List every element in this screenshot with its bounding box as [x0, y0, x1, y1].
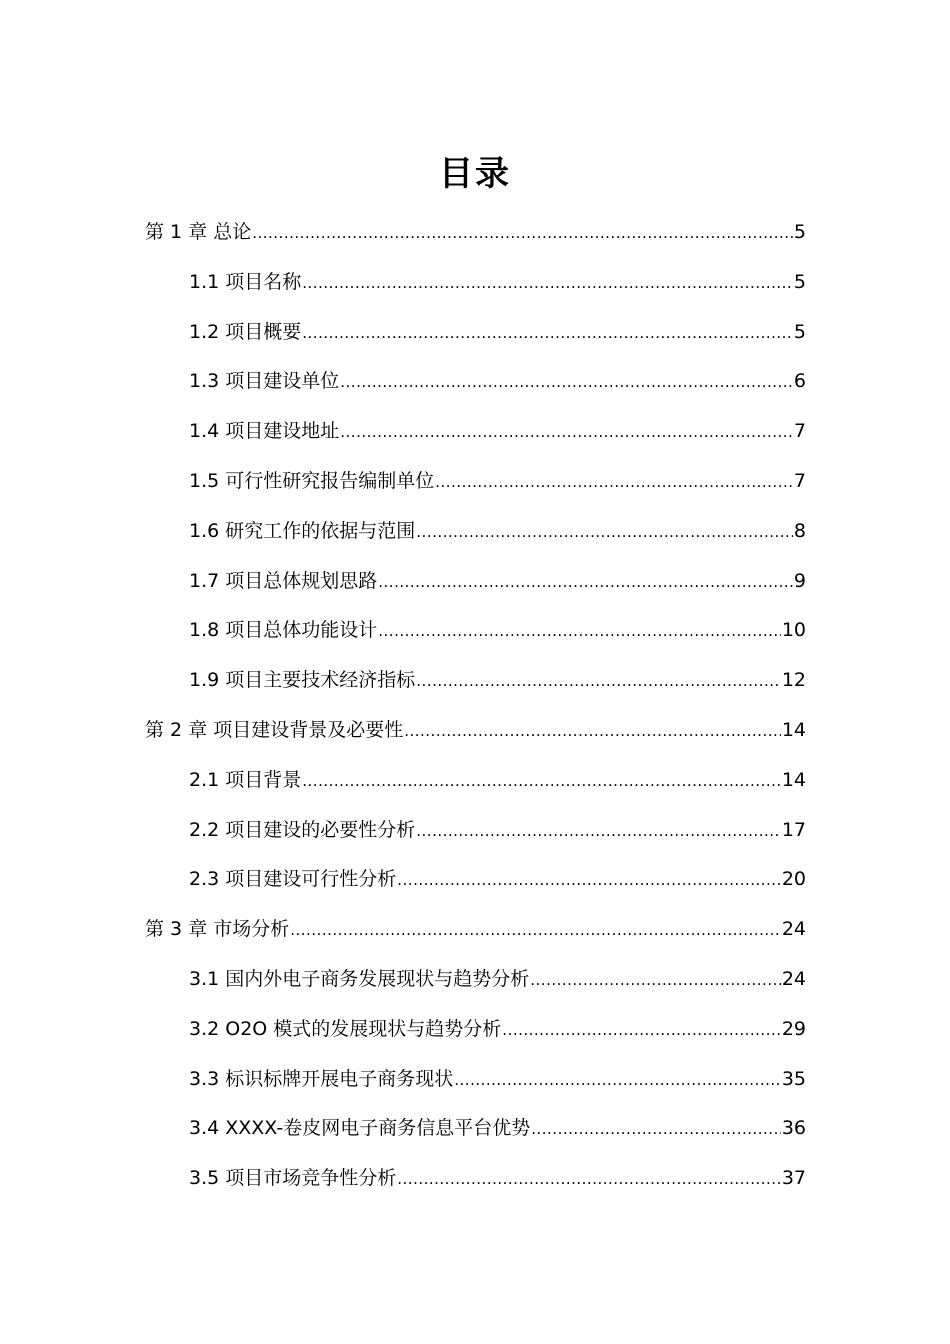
toc-entry-page: 29 — [781, 1017, 806, 1040]
toc-leader-dots — [502, 1006, 781, 1056]
toc-entry-page: 5 — [793, 221, 806, 243]
toc-entry[interactable] — [145, 357, 806, 407]
toc-entry-page: 24 — [781, 967, 806, 990]
toc-entry[interactable] — [145, 656, 806, 706]
toc-entry-page: 36 — [781, 1117, 806, 1140]
toc-leader-dots — [397, 1155, 781, 1205]
toc-entry-label: 第 1 章 总论 — [145, 221, 252, 243]
toc-entry[interactable] — [145, 258, 806, 308]
toc-entry-page: 14 — [781, 718, 806, 741]
toc-leader-dots — [302, 757, 781, 807]
toc-entry[interactable] — [145, 1154, 806, 1204]
toc-entry-label: 第 3 章 市场分析 — [145, 918, 290, 941]
toc-entry[interactable] — [145, 905, 806, 955]
toc-entry-page: 9 — [793, 569, 806, 592]
toc-entry-page: 6 — [793, 370, 806, 393]
toc-entry-label: 3.5 项目市场竞争性分析 — [189, 1167, 397, 1190]
toc-entry[interactable] — [145, 407, 806, 457]
toc-list — [145, 208, 806, 1204]
toc-leader-dots — [416, 807, 781, 857]
toc-leader-dots — [340, 358, 793, 408]
toc-entry[interactable] — [145, 507, 806, 557]
toc-entry-label: 1.4 项目建设地址 — [189, 420, 340, 443]
toc-leader-dots — [531, 1105, 781, 1155]
toc-entry-label: 2.2 项目建设的必要性分析 — [189, 818, 416, 841]
toc-entry-page: 10 — [781, 619, 806, 642]
toc-entry[interactable] — [145, 557, 806, 607]
toc-entry-page: 14 — [781, 768, 806, 791]
toc-entry-label: 2.1 项目背景 — [189, 768, 302, 791]
toc-entry-label: 1.3 项目建设单位 — [189, 370, 340, 393]
toc-leader-dots — [435, 458, 793, 508]
toc-entry-label: 1.1 项目名称 — [189, 270, 302, 293]
toc-entry-page: 7 — [793, 469, 806, 492]
toc-entry-page: 24 — [781, 918, 806, 941]
toc-entry-label: 3.4 XXXX-卷皮网电子商务信息平台优势 — [189, 1117, 531, 1140]
toc-leader-dots — [404, 707, 781, 757]
toc-entry-label: 1.6 研究工作的依据与范围 — [189, 519, 416, 542]
toc-entry-page: 17 — [781, 818, 806, 841]
toc-leader-dots — [302, 309, 793, 359]
toc-entry[interactable] — [145, 1055, 806, 1105]
toc-entry[interactable] — [145, 955, 806, 1005]
toc-entry[interactable] — [145, 208, 806, 258]
toc-entry-label: 1.2 项目概要 — [189, 320, 302, 343]
toc-leader-dots — [378, 558, 793, 608]
toc-entry-page: 20 — [781, 868, 806, 891]
toc-entry[interactable] — [145, 806, 806, 856]
toc-leader-dots — [454, 1056, 781, 1106]
toc-entry[interactable] — [145, 457, 806, 507]
toc-entry-page: 5 — [793, 270, 806, 293]
toc-entry-page: 37 — [781, 1167, 806, 1190]
toc-leader-dots — [252, 209, 793, 259]
toc-entry[interactable] — [145, 706, 806, 756]
toc-entry[interactable] — [145, 1005, 806, 1055]
toc-leader-dots — [530, 956, 781, 1006]
toc-entry-page: 12 — [781, 669, 806, 692]
toc-entry-label: 3.3 标识标牌开展电子商务现状 — [189, 1067, 454, 1090]
toc-leader-dots — [290, 906, 781, 956]
toc-entry-label: 第 2 章 项目建设背景及必要性 — [145, 718, 404, 741]
toc-entry[interactable] — [145, 606, 806, 656]
toc-leader-dots — [416, 508, 793, 558]
toc-entry[interactable] — [145, 1104, 806, 1154]
toc-entry[interactable] — [145, 855, 806, 905]
toc-entry-label: 1.7 项目总体规划思路 — [189, 569, 378, 592]
toc-title: 目录 — [439, 153, 511, 194]
toc-leader-dots — [397, 856, 781, 906]
toc-entry-page: 7 — [793, 420, 806, 443]
toc-entry[interactable] — [145, 308, 806, 358]
toc-entry[interactable] — [145, 756, 806, 806]
toc-leader-dots — [340, 408, 793, 458]
toc-entry-label: 1.9 项目主要技术经济指标 — [189, 669, 416, 692]
toc-leader-dots — [302, 259, 793, 309]
toc-entry-label: 3.2 O2O 模式的发展现状与趋势分析 — [189, 1017, 502, 1040]
toc-entry-label: 1.8 项目总体功能设计 — [189, 619, 378, 642]
toc-entry-page: 8 — [793, 519, 806, 542]
toc-entry-label: 3.1 国内外电子商务发展现状与趋势分析 — [189, 967, 530, 990]
toc-entry-label: 2.3 项目建设可行性分析 — [189, 868, 397, 891]
toc-entry-label: 1.5 可行性研究报告编制单位 — [189, 469, 435, 492]
toc-leader-dots — [378, 607, 781, 657]
toc-entry-page: 35 — [781, 1067, 806, 1090]
toc-entry-page: 5 — [793, 320, 806, 343]
toc-leader-dots — [416, 657, 781, 707]
